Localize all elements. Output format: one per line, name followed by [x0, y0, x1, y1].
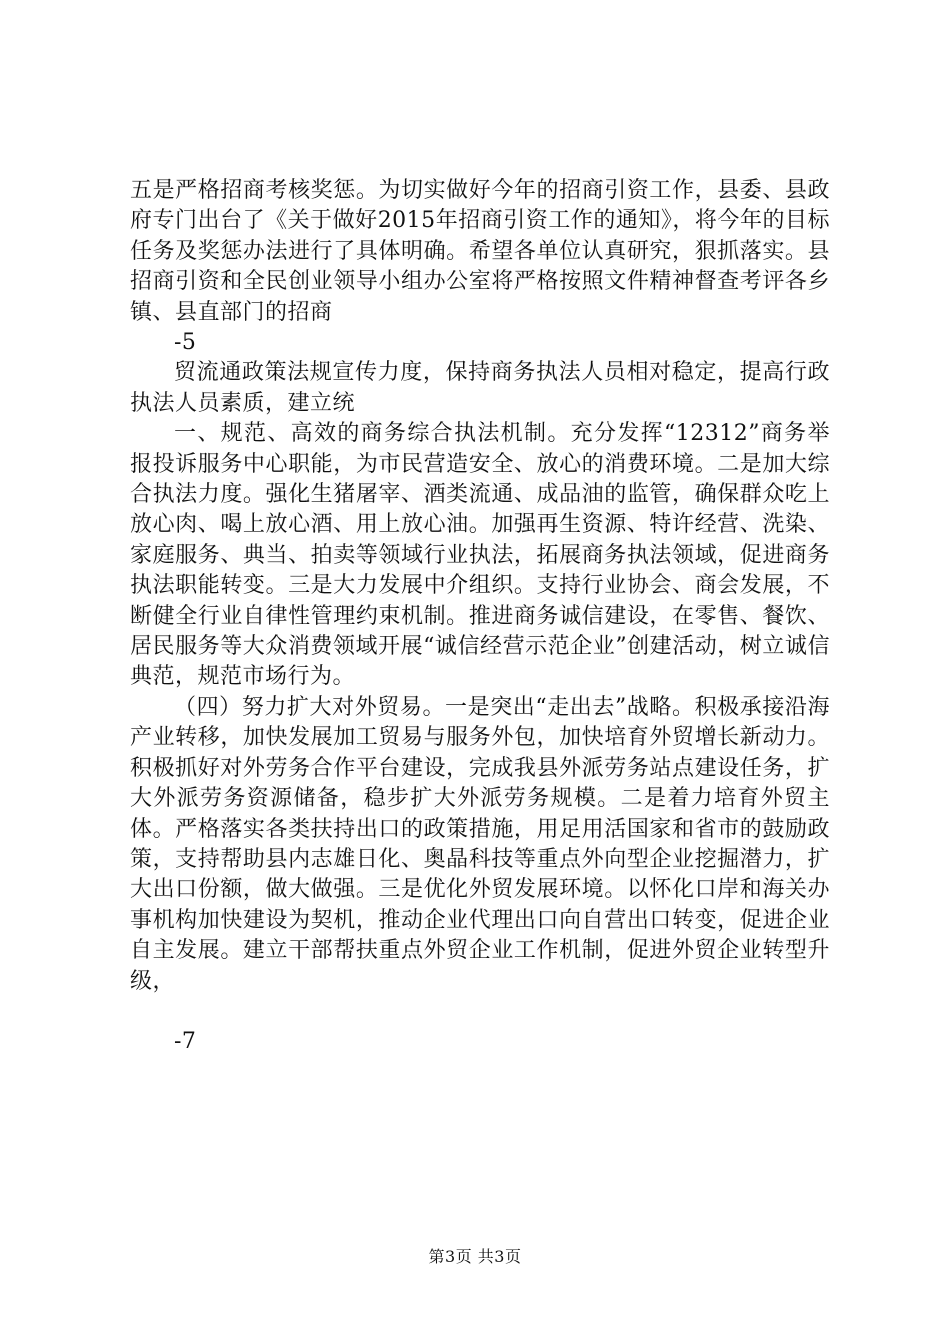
document-body — [130, 176, 830, 1057]
paragraph-foreign-trade: （四）努力扩大对外贸易。一是突出“走出去”战略。积极承接沿海产业转移，加快发展加工贸易与服务外包，加快培育外贸增长新动力。积极抓好对外劳务合作平台建设，完成我县外派劳务站点建设任务，扩大外派劳务资源储备，稳步扩大外派劳务规模。二是着力培育外贸主体。严格落实各类扶持出口的政策措施，用足用活国家和省市的鼓励政策，支持帮助县内志雄日化、奥晶科技等重点外向型企业挖掘潜力，扩大出口份额，做大做强。三是优化外贸发展环境。以怀化口岸和海关办事机构加快建设为契机，推动企业代理出口向自营出口转变，促进企业自主发展。建立干部帮扶重点外贸企业工作机制，促进外贸企业转型升级， — [130, 694, 830, 994]
paragraph-assessment: 五是严格招商考核奖惩。为切实做好今年的招商引资工作，县委、县政府专门出台了《关于做好2015年招商引资工作的通知》，将今年的目标任务及奖惩办法进行了具体明确。希望各单位认真研究，狠抓落实。县招商引资和全民创业领导小组办公室将严格按照文件精神督查考评各乡镇、县直部门的招商 — [130, 178, 830, 325]
page-marker-7: -7 — [174, 1028, 197, 1054]
paragraph-trade-regulation: 贸流通政策法规宣传力度，保持商务执法人员相对稳定，提高行政执法人员素质，建立统 — [130, 360, 830, 416]
page-footer: 第3页 共3页 — [428, 1247, 522, 1266]
page-marker-5: -5 — [174, 330, 197, 356]
paragraph-enforcement: 一、规范、高效的商务综合执法机制。充分发挥“12312”商务举报投诉服务中心职能，为市民营造安全、放心的消费环境。二是加大综合执法力度。强化生猪屠宰、酒类流通、成品油的监管，确保群众吃上放心肉、喝上放心酒、用上放心油。加强再生资源、特许经营、洗染、家庭服务、典当、拍卖等领域行业执法，拓展商务执法领域，促进商务执法职能转变。三是大力发展中介组织。支持行业协会、商会发展，不断健全行业自律性管理约束机制。推进商务诚信建设，在零售、餐饮、居民服务等大众消费领域开展“诚信经营示范企业”创建活动，树立诚信典范，规范市场行为。 — [130, 421, 830, 690]
